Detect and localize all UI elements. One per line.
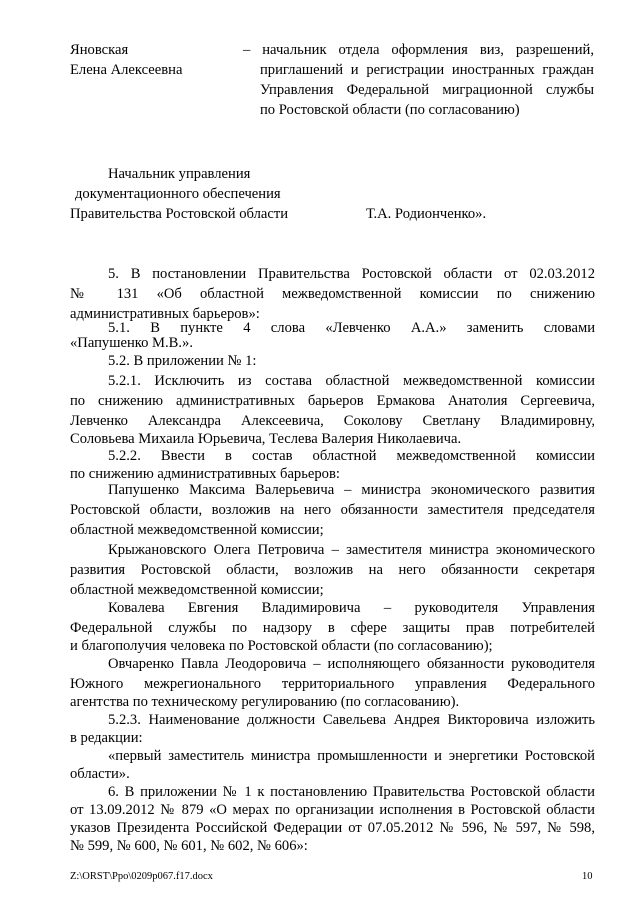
body-line: по снижению административных барьеров Ермакова Анатолия Сергеевича,	[70, 393, 595, 409]
body-line: Южного межрегионального территориального управления Федерального	[70, 676, 595, 692]
body-line: Крыжановского Олега Петровича – заместителя министра экономического	[108, 542, 595, 558]
body-line: указов Президента Российской Федерации от 07.05.2012 № 596, № 597, № 598,	[70, 820, 595, 836]
body-line: и благополучия человека по Ростовской области (по согласованию);	[70, 638, 493, 654]
body-line: 5.1. В пункте 4 слова «Левченко А.А.» заменить словами	[108, 320, 595, 336]
body-line: Соловьева Михаила Юрьевича, Теслева Валерия Николаевича.	[70, 431, 462, 447]
body-line: Ростовской области, возложив на него обязанности заместителя председателя	[70, 502, 595, 518]
body-line: № 131 «Об областной межведомственной комиссии по снижению	[70, 286, 595, 302]
body-line: Левченко Александра Алексеевича, Соколову Светлану Владимировну,	[70, 413, 595, 429]
body-line: Федеральной службы по надзору в сфере защиты прав потребителей	[70, 620, 595, 636]
body-line: Папушенко Максима Валерьевича – министра экономического развития	[108, 482, 595, 498]
body-line: областной межведомственной комиссии;	[70, 582, 324, 598]
signature-title-line: документационного обеспечения	[75, 186, 281, 202]
body-line: 5.2. В приложении № 1:	[108, 353, 257, 369]
body-line: развития Ростовской области, возложив на него обязанности секретаря	[70, 562, 595, 578]
member-surname: Яновская	[70, 42, 129, 58]
member-given-names: Елена Алексеевна	[70, 62, 183, 78]
body-line: агентства по техническому регулированию (по согласованию).	[70, 694, 460, 710]
body-line: 5.2.3. Наименование должности Савельева Андрея Викторовича изложить	[108, 712, 595, 728]
body-line: 5.2.1. Исключить из состава областной межведомственной комиссии	[108, 373, 595, 389]
member-position-line: по Ростовской области (по согласованию)	[260, 102, 520, 118]
body-line: области».	[70, 766, 130, 782]
body-line: Ковалева Евгения Владимировича – руководителя Управления	[108, 600, 595, 616]
body-line: по снижению административных барьеров:	[70, 466, 340, 482]
member-position-line: приглашений и регистрации иностранных граждан	[260, 62, 594, 78]
body-line: 6. В приложении № 1 к постановлению Правительства Ростовской области	[108, 784, 595, 800]
member-position-line: Управления Федеральной миграционной службы	[260, 82, 594, 98]
footer-file-path: Z:\ORST\Ppo\0209p067.f17.docx	[70, 871, 213, 882]
body-line: «первый заместитель министра промышленности и энергетики Ростовской	[108, 748, 595, 764]
body-line: «Папушенко М.В.».	[70, 335, 193, 351]
body-line: административных барьеров»:	[70, 306, 260, 322]
page-number: 10	[582, 871, 593, 882]
body-line: в редакции:	[70, 730, 143, 746]
signature-title-line: Начальник управления	[108, 166, 251, 182]
body-line: Овчаренко Павла Леодоровича – исполняющего обязанности руководителя	[108, 656, 595, 672]
member-position-line: – начальник отдела оформления виз, разрешений,	[243, 42, 594, 58]
signature-title-line: Правительства Ростовской области	[70, 206, 289, 222]
body-line: от 13.09.2012 № 879 «О мерах по организации исполнения в Ростовской области	[70, 802, 595, 818]
body-line: 5. В постановлении Правительства Ростовской области от 02.03.2012	[108, 266, 595, 282]
body-line: областной межведомственной комиссии;	[70, 522, 324, 538]
body-line: № 599, № 600, № 601, № 602, № 606»:	[70, 838, 308, 854]
body-line: 5.2.2. Ввести в состав областной межведомственной комиссии	[108, 448, 595, 464]
signatory-name: Т.А. Родионченко».	[366, 206, 487, 222]
